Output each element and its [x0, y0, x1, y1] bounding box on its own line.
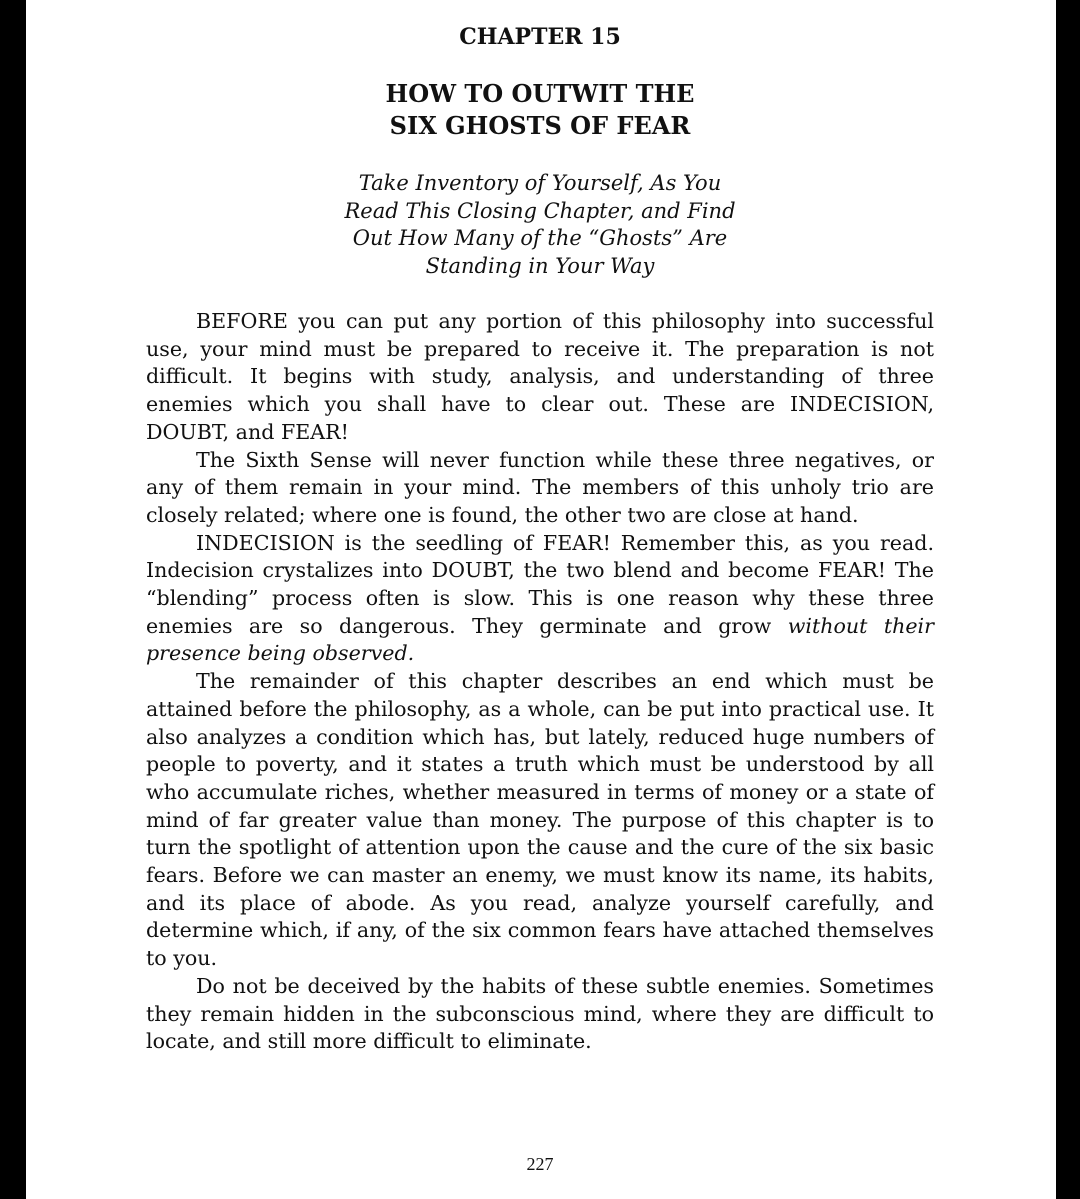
- paragraph-3: [146, 530, 934, 669]
- paragraph-2: The Sixth Sense will never function while these three negatives, or any of them remain in your mind. The members of this unholy trio are closely related; where one is found, the other two are close at hand.: [146, 447, 934, 527]
- paragraph-5: Do not be deceived by the habits of these subtle enemies. Sometimes they remain hidden in the subconscious mind, where they are difficult to locate, and still more difficult to eliminate.: [146, 973, 934, 1054]
- paragraph-4: The remainder of this chapter describes an end which must be attained before the philosophy, as a whole, can be put into practical use. It also analyzes a condition which has, but lately, reduced huge numbers of people to poverty, and it states a truth which must be understood by all who accumulate riches, whether measured in terms of money or a state of mind of far greater value than money. The purpose of this chapter is to turn the spotlight of attention upon the cause and the cure of the six basic fears. Before we can master an enemy, we must know its name, its habits, and its place of abode. As you read, analyze yourself carefully, and determine which, if any, of the six common fears have attached themselves to you.: [146, 669, 934, 971]
- book-page: [26, 0, 1056, 1199]
- chapter-title: [26, 78, 1054, 142]
- paragraph-1: BEFORE you can put any portion of this philosophy into successful use, your mind must be prepared to receive it. The preparation is not difficult. It begins with study, analysis, and understanding of three enemies which you shall have to clear out. These are INDECISION, DOUBT, and FEAR!: [146, 309, 934, 444]
- chapter-title-line-1: HOW TO OUTWIT THE: [385, 79, 695, 108]
- body-text: [146, 308, 934, 1056]
- page-number: 227: [526, 1154, 554, 1174]
- paragraph-3-italic: without their presence being observed.: [146, 613, 934, 666]
- subtitle-line-1: Take Inventory of Yourself, As You: [358, 171, 722, 195]
- subtitle-line-2: Read This Closing Chapter, and Find: [344, 198, 736, 223]
- subtitle-line-4: Standing in Your Way: [425, 254, 655, 279]
- paragraph-3-text: INDECISION is the seedling of FEAR! Remember this, as you read. Indecision crystalizes into DOUBT, the two blend and become FEAR! The “blending” process often is slow. This is one reason why these three enemies are so dangerous. They germinate and grow: [146, 530, 934, 638]
- chapter-subtitle: [26, 170, 1054, 281]
- chapter-number: CHAPTER 15: [459, 24, 621, 50]
- subtitle-line-3: Out How Many of the “Ghosts” Are: [352, 226, 728, 251]
- chapter-title-line-2: SIX GHOSTS OF FEAR: [389, 111, 691, 140]
